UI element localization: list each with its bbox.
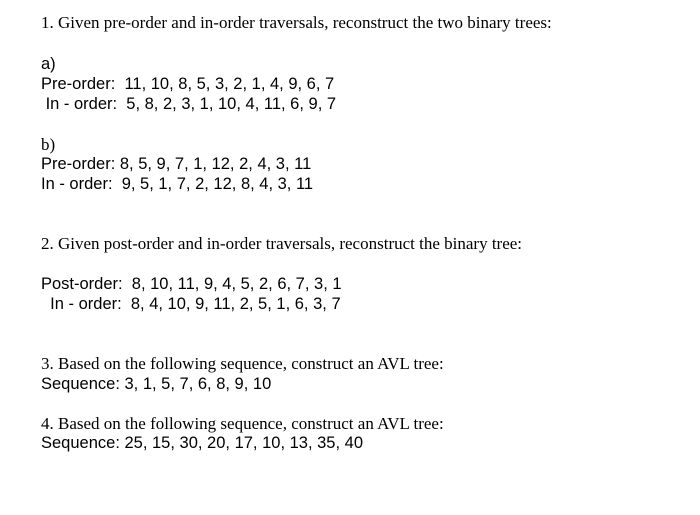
q1-part-b-inorder: In - order: 9, 5, 1, 7, 2, 12, 8, 4, 3, 11 (41, 175, 314, 193)
q3-heading: 3. Based on the following sequence, construct an AVL tree: (41, 354, 444, 373)
q2-inorder: In - order: 8, 4, 10, 9, 11, 2, 5, 1, 6, 3, 7 (41, 295, 341, 313)
q1-heading: 1. Given pre-order and in-order traversals, reconstruct the two binary trees: (41, 13, 552, 32)
q1-part-a-label: a) (41, 55, 56, 73)
q1-part-a-preorder: Pre-order: 11, 10, 8, 5, 3, 2, 1, 4, 9, 6, 7 (41, 75, 335, 93)
q1-part-b-preorder: Pre-order: 8, 5, 9, 7, 1, 12, 2, 4, 3, 11 (41, 155, 312, 173)
q2-postorder: Post-order: 8, 10, 11, 9, 4, 5, 2, 6, 7, 3, 1 (41, 275, 342, 293)
q4-sequence: Sequence: 25, 15, 30, 20, 17, 10, 13, 35, 40 (41, 434, 364, 452)
q1-part-a-inorder: In - order: 5, 8, 2, 3, 1, 10, 4, 11, 6, 9, 7 (41, 95, 337, 113)
q4-heading: 4. Based on the following sequence, construct an AVL tree: (41, 414, 444, 433)
q3-sequence: Sequence: 3, 1, 5, 7, 6, 8, 9, 10 (41, 375, 272, 393)
q1-part-b-label: b) (41, 135, 56, 154)
q2-heading: 2. Given post-order and in-order traversals, reconstruct the binary tree: (41, 234, 523, 253)
